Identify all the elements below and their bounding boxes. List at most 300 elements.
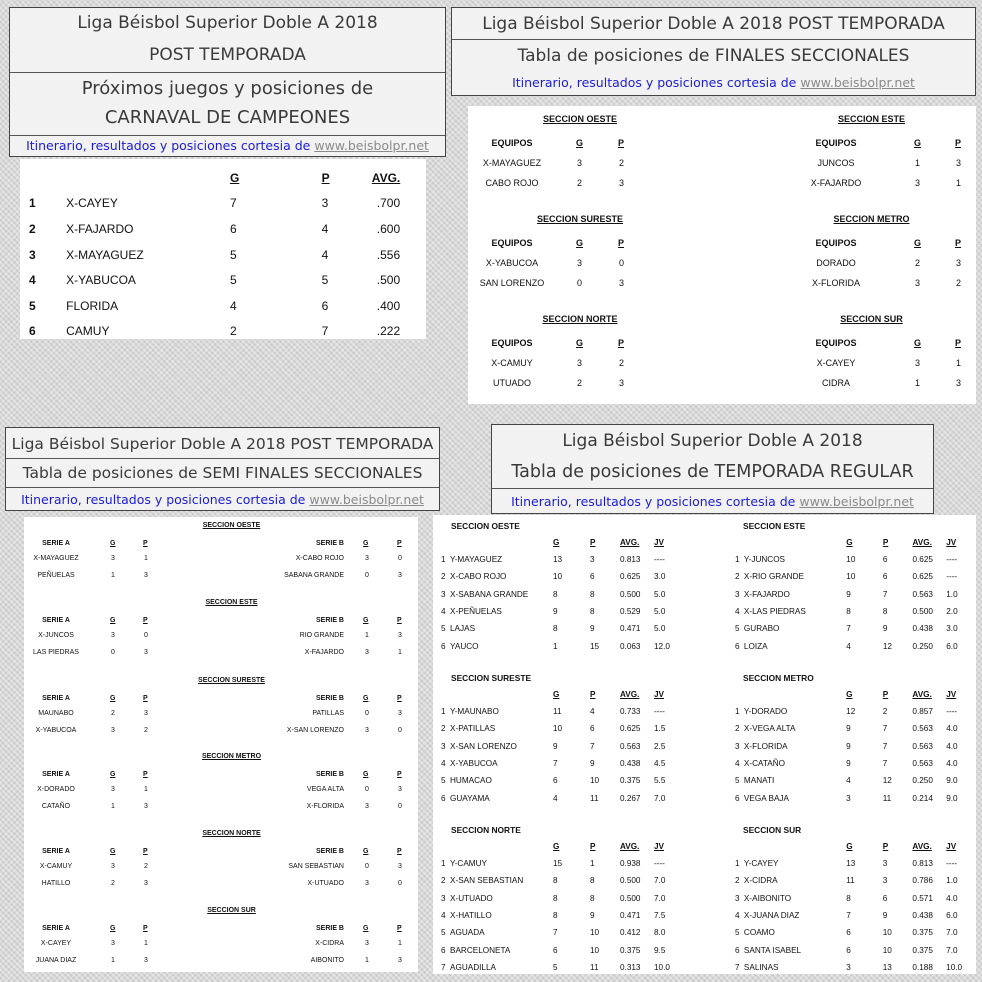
g-cell: 9 (553, 741, 558, 751)
credit-text: Itinerario, resultados y posiciones cortesia de (511, 494, 800, 509)
p-cell: 12 (882, 776, 892, 786)
g-cell: 2 (577, 378, 583, 388)
g-cell: 3 (111, 863, 115, 870)
team-cell: X-HATILLO (450, 911, 492, 921)
g-cell: 5 (229, 273, 237, 288)
g-cell: 3 (365, 803, 369, 810)
jv-cell: 7.5 (654, 911, 666, 921)
g-cell: 8 (553, 911, 558, 921)
g-cell: 5 (553, 962, 558, 972)
rank-cell: 2 (29, 221, 36, 236)
jv-cell: 10.0 (946, 962, 963, 972)
g-cell: 4 (846, 776, 851, 786)
jv-cell: 9.0 (946, 793, 958, 803)
finales-subtitle: Tabla de posiciones de FINALES SECCIONALES (517, 46, 910, 66)
section-title: SECCION SURESTE (451, 673, 532, 683)
team-cell: X-CABO ROJO (450, 572, 507, 582)
team-cell: COAMO (743, 928, 775, 938)
avg-header: AVG. (912, 538, 932, 547)
g-cell: 9 (846, 724, 851, 734)
p-header: P (397, 695, 402, 702)
table-row (26, 319, 426, 339)
avg-header: AVG. (620, 842, 640, 851)
g-cell: 1 (111, 957, 115, 964)
section-title: SECCION OESTE (202, 522, 261, 529)
jv-cell: 3.0 (946, 624, 958, 634)
section-title: SECCION NORTE (451, 825, 521, 835)
team-cell: VEGA BAJA (743, 793, 789, 803)
jv-cell: 9.5 (654, 945, 666, 955)
p-header: P (397, 848, 402, 855)
rank-cell: 5 (735, 928, 740, 938)
rank-cell: 4 (735, 911, 740, 921)
avg-cell: 0.813 (620, 555, 641, 565)
p-cell: 7 (882, 724, 888, 734)
g-cell: 10 (846, 555, 856, 565)
g-cell: 6 (553, 776, 558, 786)
avg-cell: 0.250 (912, 776, 933, 786)
g-header: G (110, 695, 116, 702)
section-title: SECCION SURESTE (198, 677, 265, 684)
avg-cell: 0.438 (620, 759, 641, 769)
section-title: SECCION ESTE (205, 599, 258, 606)
avg-cell: 0.063 (620, 641, 641, 651)
p-cell: 9 (590, 911, 595, 921)
team-cell: HATILLO (41, 880, 71, 887)
serie-a-header: SERIE A (42, 540, 70, 547)
g-cell: 0 (111, 649, 115, 656)
rank-cell: 1 (735, 707, 740, 717)
blank (744, 686, 846, 703)
p-cell: 3 (882, 876, 888, 886)
p-cell: 1 (144, 786, 148, 793)
jv-cell: 4.0 (946, 893, 958, 903)
team-cell: X-YABUCOA (450, 759, 498, 769)
g-header: G (110, 771, 116, 778)
rank-cell: 5 (441, 928, 446, 938)
team-cell: JUANA DIAZ (35, 957, 77, 964)
g-cell: 8 (553, 876, 558, 886)
p-cell: 7 (882, 741, 888, 751)
table-row (439, 941, 684, 958)
p-cell: 3 (619, 178, 625, 188)
serie-b-header: SERIE B (315, 695, 344, 702)
g-header: G (363, 695, 369, 702)
team-cell: DORADO (816, 258, 856, 268)
p-header: P (397, 771, 402, 778)
team-cell: X-YABUCOA (35, 727, 77, 734)
avg-cell: 0.438 (912, 624, 933, 634)
g-header: G (846, 538, 853, 547)
table-row (733, 924, 976, 941)
credit-text: Itinerario, resultados y posiciones cortesia de (26, 138, 315, 153)
p-cell: 6 (882, 572, 888, 582)
credit-text: Itinerario, resultados y posiciones cortesia de (512, 75, 801, 90)
team-cell: FLORIDA (66, 298, 119, 313)
g-cell: 0 (365, 710, 369, 717)
avg-cell: 0.563 (620, 741, 641, 751)
p-header: P (955, 338, 962, 348)
g-header: G (914, 138, 922, 148)
avg-cell: 0.250 (912, 641, 933, 651)
table-row (439, 586, 684, 603)
avg-cell: 0.813 (912, 859, 933, 869)
g-cell: 10 (846, 572, 856, 582)
g-cell: 11 (846, 876, 855, 886)
g-cell: 3 (915, 278, 921, 288)
p-cell: 1 (398, 940, 402, 947)
p-cell: 3 (956, 378, 962, 388)
g-cell: 9 (553, 607, 558, 617)
avg-cell: 0.500 (620, 589, 641, 599)
avg-cell: 0.625 (912, 572, 933, 582)
p-header: P (143, 925, 148, 932)
rank-cell: 4 (441, 759, 446, 769)
g-cell: 11 (553, 707, 562, 717)
team-cell: X-CAYEY (40, 940, 72, 947)
table-row (439, 855, 684, 872)
avg-cell: 0.733 (620, 707, 641, 717)
team-cell: SABANA GRANDE (284, 572, 344, 579)
rank-cell: 1 (735, 859, 740, 869)
rank-cell: 1 (441, 707, 446, 717)
rank-cell: 1 (29, 196, 36, 211)
g-cell: 3 (365, 649, 369, 656)
p-header: P (397, 617, 402, 624)
avg-cell: 0.625 (912, 555, 933, 565)
p-cell: 3 (144, 649, 148, 656)
g-header: G (110, 848, 116, 855)
rank-cell: 7 (441, 962, 446, 972)
p-header: P (397, 540, 402, 547)
blank (450, 686, 553, 703)
jv-cell: ---- (654, 707, 665, 717)
g-cell: 3 (915, 178, 921, 188)
table-row (439, 907, 684, 924)
p-header: P (955, 238, 962, 248)
team-cell: CATAÑO (41, 803, 71, 810)
table-row (439, 959, 684, 974)
table-row (733, 568, 976, 585)
g-cell: 1 (365, 632, 369, 639)
g-cell: 7 (229, 196, 237, 211)
avg-cell: 0.500 (912, 607, 933, 617)
g-cell: 6 (846, 945, 851, 955)
serie-a-header: SERIE A (42, 925, 70, 932)
p-cell: 3 (398, 786, 402, 793)
team-cell: MANATI (743, 776, 775, 786)
g-header: G (363, 617, 369, 624)
team-cell: SAN LORENZO (479, 278, 545, 288)
p-cell: 8 (590, 893, 595, 903)
p-cell: 9 (882, 624, 888, 634)
standings-table (439, 670, 684, 807)
blank (744, 838, 846, 855)
p-cell: 1 (398, 649, 402, 656)
p-header: P (882, 690, 889, 699)
table-row (439, 603, 684, 620)
rank-cell: 5 (735, 776, 740, 786)
blank (450, 534, 553, 551)
blank (733, 838, 744, 855)
team-cell: X-JUNCOS (38, 632, 74, 639)
section-title: SECCION NORTE (542, 314, 618, 324)
jv-header: JV (654, 690, 665, 699)
section-title: SECCION ESTE (837, 114, 905, 124)
p-cell: 13 (882, 962, 892, 972)
rank-cell: 6 (735, 793, 740, 803)
avg-cell: 0.571 (912, 893, 933, 903)
section-title: SECCION SUR (840, 314, 903, 324)
team-cell: X-LAS PIEDRAS (743, 607, 806, 617)
g-cell: 5 (229, 247, 237, 262)
avg-header: AVG. (620, 690, 640, 699)
p-cell: 2 (882, 707, 888, 717)
p-cell: 3 (321, 196, 329, 211)
avg-header: AVG. (912, 842, 932, 851)
jv-cell: 4.0 (946, 759, 958, 769)
carnaval-subtitle-line1: Próximos juegos y posiciones de (81, 78, 374, 99)
team-cell: CABO ROJO (485, 178, 539, 188)
table-row (26, 293, 426, 319)
table-row (733, 637, 976, 654)
carnaval-credit (10, 136, 445, 156)
beisbolpr-link[interactable]: www.beisbolpr.net (309, 492, 424, 507)
jv-cell: 4.0 (946, 724, 958, 734)
g-cell: 10 (553, 572, 563, 582)
jv-cell: 5.5 (654, 776, 666, 786)
g-cell: 8 (553, 893, 558, 903)
g-header: G (576, 338, 584, 348)
p-cell: 8 (590, 876, 595, 886)
p-cell: 1 (956, 178, 962, 188)
team-cell: X-SAN LORENZO (286, 727, 344, 734)
p-cell: 8 (590, 589, 595, 599)
credit-text: Itinerario, resultados y posiciones cortesia de (21, 492, 310, 507)
team-cell: HUMACAO (450, 776, 492, 786)
rank-cell: 3 (735, 741, 740, 751)
standings-table (733, 518, 976, 655)
rank-cell: 3 (735, 893, 740, 903)
table-row (733, 872, 976, 889)
semi-subtitle: Tabla de posiciones de SEMI FINALES SECCIONALES (6, 459, 439, 488)
table-row (733, 855, 976, 872)
rank-cell: 3 (29, 247, 36, 262)
team-cell: PEÑUELAS (37, 572, 75, 579)
team-cell: GUAYAMA (450, 793, 490, 803)
team-cell: MAUNABO (38, 710, 74, 717)
g-header: G (363, 771, 369, 778)
rank-cell: 5 (735, 624, 740, 634)
beisbolpr-link[interactable]: www.beisbolpr.net (800, 75, 915, 90)
table-row (733, 586, 976, 603)
blank (733, 686, 744, 703)
jv-cell: 5.0 (654, 607, 666, 617)
avg-cell: 0.938 (620, 859, 641, 869)
blank (439, 838, 450, 855)
g-cell: 0 (577, 278, 583, 288)
beisbolpr-link[interactable]: www.beisbolpr.net (314, 138, 429, 153)
section-title: SECCION METRO (833, 214, 910, 224)
section-standings (439, 670, 684, 807)
equipos-header: EQUIPOS (815, 338, 857, 348)
g-cell: 1 (553, 641, 558, 651)
rank-cell: 4 (441, 607, 446, 617)
g-cell: 8 (846, 607, 851, 617)
p-header: P (590, 842, 596, 851)
standings-table (733, 822, 976, 974)
serie-b-header: SERIE B (315, 848, 344, 855)
p-cell: 3 (398, 863, 402, 870)
jv-cell: 7.0 (654, 893, 666, 903)
p-cell: 8 (882, 607, 888, 617)
g-cell: 3 (846, 962, 851, 972)
jv-cell: ---- (654, 555, 665, 565)
jv-cell: 6.0 (946, 911, 958, 921)
p-header: P (882, 538, 889, 547)
table-row (733, 703, 976, 720)
team-cell: X-FLORIDA (743, 741, 788, 751)
equipos-header: EQUIPOS (491, 138, 533, 148)
rank-cell: 4 (29, 273, 36, 288)
table-row (733, 738, 976, 755)
regular-panel (433, 515, 976, 974)
team-cell: AGUADILLA (450, 962, 496, 972)
team-cell: LAJAS (450, 624, 476, 634)
serie-a-header: SERIE A (42, 617, 70, 624)
p-cell: 0 (398, 727, 402, 734)
jv-cell: 1.5 (654, 724, 666, 734)
section-title: SECCION OESTE (451, 521, 520, 531)
serie-b-header: SERIE B (315, 925, 344, 932)
team-cell: Y-JUNCOS (743, 555, 786, 565)
table-row (439, 924, 684, 941)
g-cell: 2 (577, 178, 583, 188)
avg-header: AVG. (912, 690, 932, 699)
jv-cell: ---- (946, 859, 958, 869)
jv-cell: 1.0 (946, 589, 958, 599)
rank-cell: 2 (441, 724, 446, 734)
table-row (733, 789, 976, 806)
g-header: G (110, 617, 116, 624)
p-cell: 11 (882, 793, 892, 803)
team-cell: AIBONITO (310, 957, 344, 964)
p-cell: 6 (882, 893, 888, 903)
team-cell: X-CABO ROJO (295, 555, 344, 562)
p-cell: 1 (590, 859, 595, 869)
g-header: G (576, 238, 584, 248)
team-cell: X-CATAÑO (743, 759, 786, 769)
rank-cell: 4 (441, 911, 446, 921)
team-cell: SALINAS (743, 962, 779, 972)
rank-cell: 1 (441, 859, 446, 869)
g-header: G (110, 540, 116, 547)
team-cell: X-PATILLAS (450, 724, 496, 734)
g-cell: 0 (365, 863, 369, 870)
team-cell: X-CAMUY (491, 358, 533, 368)
carnaval-standings-table (26, 165, 426, 339)
avg-cell: 0.471 (620, 911, 641, 921)
team-cell: X-FLORIDA (306, 803, 344, 810)
g-cell: 3 (577, 158, 583, 168)
g-cell: 15 (553, 859, 563, 869)
avg-cell: .222 (376, 324, 401, 339)
g-header: G (914, 338, 922, 348)
semi-credit (6, 488, 439, 512)
jv-header: JV (654, 842, 665, 851)
team-cell: X-FAJARDO (304, 649, 344, 656)
p-cell: 6 (321, 298, 329, 313)
p-cell: 4 (321, 221, 329, 236)
jv-cell: 7.0 (946, 945, 958, 955)
carnaval-standings-panel (20, 159, 426, 339)
rank-cell: 3 (441, 893, 446, 903)
g-cell: 2 (111, 710, 115, 717)
g-cell: 8 (553, 589, 558, 599)
beisbolpr-link[interactable]: www.beisbolpr.net (799, 494, 914, 509)
avg-cell: 0.500 (620, 876, 641, 886)
section-title: SECCION SUR (207, 907, 256, 914)
section-title: SECCION OESTE (542, 114, 617, 124)
avg-cell: 0.313 (620, 962, 641, 972)
team-cell: X-DORADO (37, 786, 75, 793)
table-row (733, 890, 976, 907)
team-cell: X-CIDRA (315, 940, 344, 947)
p-cell: 9 (590, 624, 595, 634)
p-header: P (143, 848, 148, 855)
g-cell: 3 (111, 940, 115, 947)
g-cell: 3 (846, 793, 851, 803)
avg-cell: 0.625 (620, 724, 641, 734)
p-cell: 7 (882, 759, 888, 769)
g-cell: 9 (846, 759, 851, 769)
table-row (26, 242, 426, 268)
table-row (733, 603, 976, 620)
jv-cell: 7.0 (654, 793, 666, 803)
rank-cell: 4 (735, 759, 740, 769)
avg-cell: .700 (376, 196, 401, 211)
p-cell: 3 (619, 278, 625, 288)
blank (450, 838, 553, 855)
table-row (439, 637, 684, 654)
table-row (439, 738, 684, 755)
avg-cell: 0.563 (912, 589, 933, 599)
table-row (26, 267, 426, 293)
rank-cell: 6 (29, 324, 36, 339)
jv-header: JV (946, 538, 957, 547)
team-cell: X-PEÑUELAS (450, 607, 502, 617)
rank-cell: 2 (441, 572, 446, 582)
blank (733, 534, 744, 551)
avg-cell: 0.375 (620, 945, 641, 955)
jv-cell: 6.0 (946, 641, 958, 651)
serie-b-header: SERIE B (315, 617, 344, 624)
rank-cell: 5 (441, 624, 446, 634)
avg-cell: .500 (376, 273, 401, 288)
p-cell: 2 (619, 158, 625, 168)
avg-cell: .556 (376, 247, 401, 262)
jv-cell: 7.0 (654, 876, 666, 886)
section-standings (733, 518, 976, 655)
team-cell: X-CAYEY (66, 196, 118, 211)
team-cell: RIO GRANDE (299, 632, 344, 639)
g-cell: 0 (365, 572, 369, 579)
team-cell: X-YABUCOA (66, 273, 136, 288)
p-cell: 3 (882, 859, 888, 869)
p-cell: 3 (144, 572, 148, 579)
rank-cell: 6 (735, 641, 740, 651)
team-cell: YAUCO (450, 641, 479, 651)
